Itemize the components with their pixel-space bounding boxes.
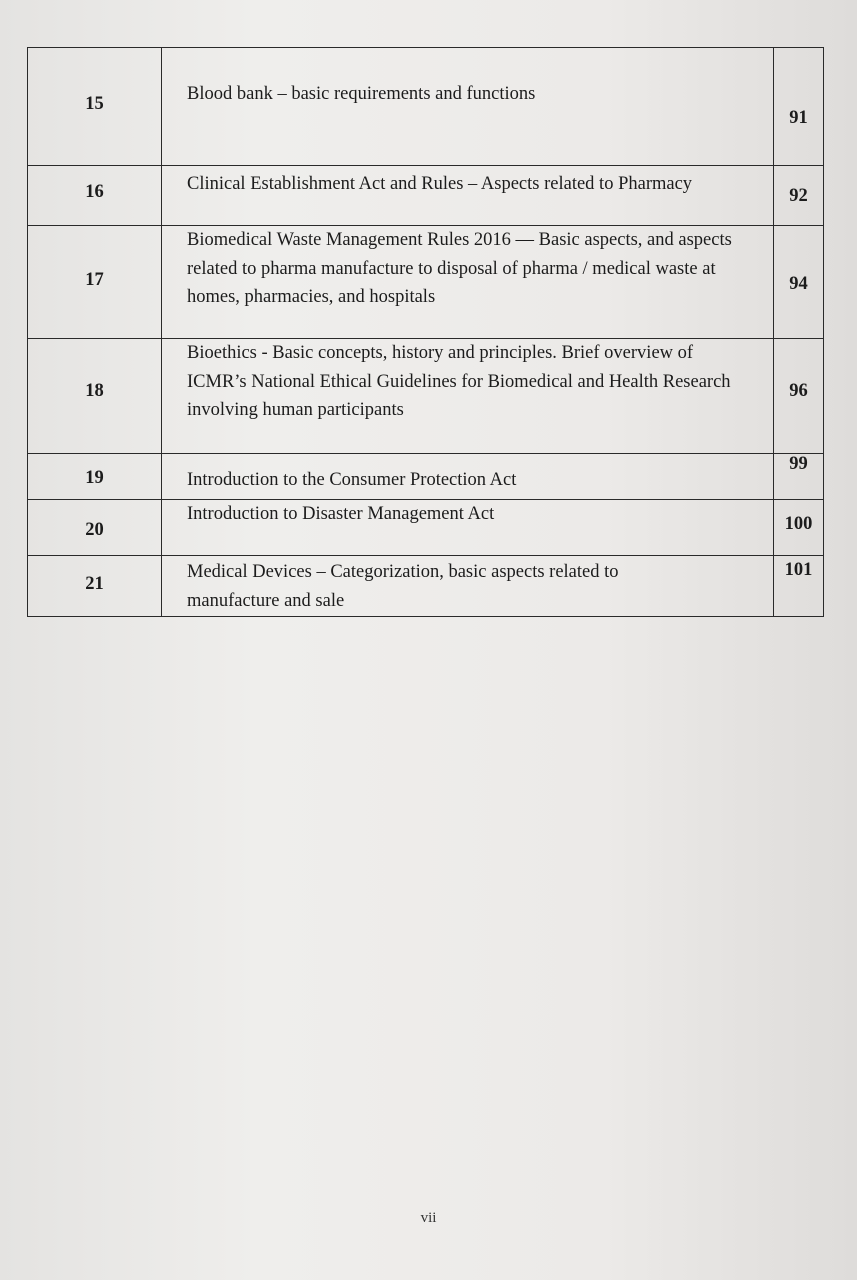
table-row — [28, 454, 824, 500]
chapter-number: 19 — [28, 454, 162, 500]
chapter-title: Blood bank – basic requirements and functions — [162, 48, 774, 166]
chapter-number: 21 — [28, 556, 162, 617]
chapter-title: Introduction to Disaster Management Act — [162, 500, 774, 556]
contents-table — [27, 47, 824, 617]
page-number: 99 — [774, 454, 824, 500]
chapter-title: Biomedical Waste Management Rules 2016 — Basic aspects, and aspects related to pharma manufacture to disposal of pharma / medical waste at homes, pharmacies, and hospitals — [162, 226, 774, 339]
table-row — [28, 339, 824, 454]
chapter-number: 20 — [28, 500, 162, 556]
chapter-title: Bioethics - Basic concepts, history and principles. Brief overview of ICMR’s National Ethical Guidelines for Biomedical and Health Research involving human participants — [162, 339, 774, 454]
chapter-title: Clinical Establishment Act and Rules – Aspects related to Pharmacy — [162, 166, 774, 226]
table-row — [28, 500, 824, 556]
chapter-number: 15 — [28, 48, 162, 166]
table-row — [28, 556, 824, 617]
table-row — [28, 166, 824, 226]
bleed-through-text-lower — [14, 650, 824, 1190]
chapter-title: Medical Devices – Categorization, basic aspects related to manufacture and sale — [162, 556, 774, 617]
chapter-title: Introduction to the Consumer Protection Act — [162, 454, 774, 500]
page-number: 96 — [774, 339, 824, 454]
page-number: 101 — [774, 556, 824, 617]
chapter-number: 18 — [28, 339, 162, 454]
table-row — [28, 226, 824, 339]
page-number: 91 — [774, 48, 824, 166]
table-row — [28, 48, 824, 166]
page-number: 92 — [774, 166, 824, 226]
page-number: 100 — [774, 500, 824, 556]
chapter-number: 16 — [28, 166, 162, 226]
chapter-number: 17 — [28, 226, 162, 339]
page-number: 94 — [774, 226, 824, 339]
page-footer-number: vii — [420, 1210, 437, 1226]
